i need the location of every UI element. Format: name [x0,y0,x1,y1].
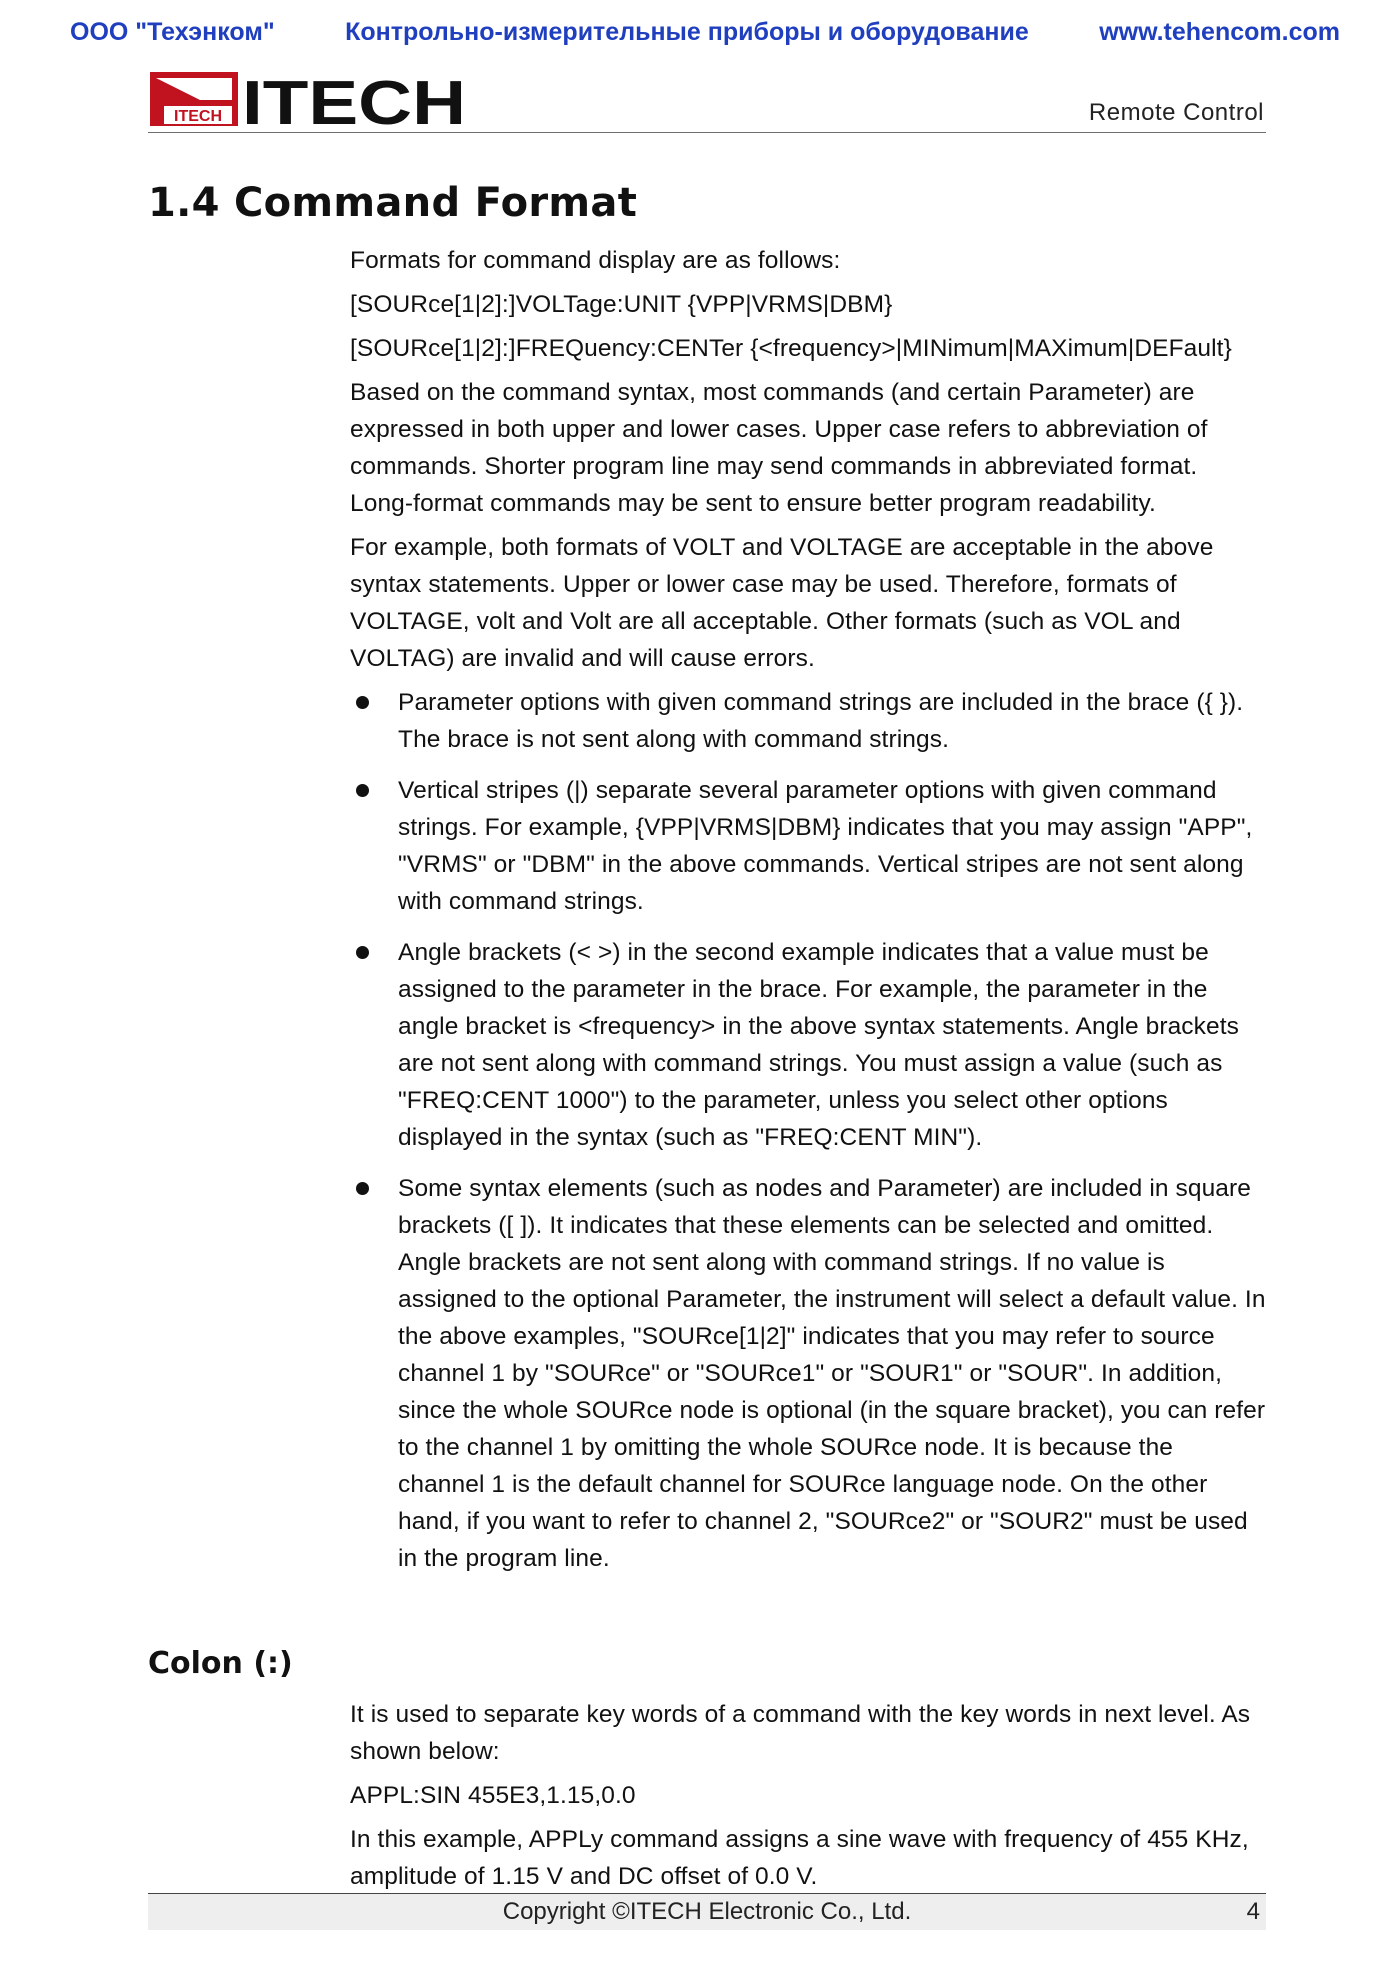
page-header [148,66,1266,133]
bullet-text: Parameter options with given command strings are included in the brace ({ }). The brace is not sent along with command strings. [398,689,1244,753]
page-footer [148,1893,1266,1930]
company-tagline: Контрольно-измерительные приборы и оборудование [345,17,1029,46]
top-banner [70,14,1340,50]
itech-logo-graphic [150,70,470,128]
copyright-text: Copyright ©ITECH Electronic Co., Ltd. [502,1898,912,1925]
company-name: ООО "Техэнком" [70,17,275,46]
bullet-icon [356,1182,369,1195]
colon-heading: Colon (:) [148,1646,293,1681]
syntax-example-1: [SOURce[1|2]:]VOLTage:UNIT {VPP|VRMS|DBM} [350,291,893,318]
intro-line: Formats for command display are as follows: [350,247,841,274]
bullet-text: Some syntax elements (such as nodes and Parameter) are included in square brackets ([ ]). It indicates that these elements can be selected and omitted. Angle brackets are not sent along with command strings. If no value is assigned to the optional Parameter, the instrument will select a default value. In the above examples, "SOURce[1|2]" indicates that you may refer to source channel 1 by "SOURce" or "SOURce1" or "SOUR1" or "SOUR". In addition, since the whole SOURce node is optional (in the square bracket), you can refer to the channel 1 by omitting the whole SOURce node. It is because the channel 1 is the default channel for SOURce language node. On the other hand, if you want to refer to channel 2, "SOURce2" or "SOUR2" must be used in the program line. [398,1175,1266,1572]
case-explanation: Based on the command syntax, most commands (and certain Parameter) are expressed in both upper and lower cases. Upper case refers to abbreviation of commands. Shorter program line may send commands in abbreviated format. Long-format commands may be sent to ensure better program readability. [350,379,1208,517]
logo-main-text: ITECH [242,70,466,128]
logo-small-text: ITECH [174,108,222,125]
section-label: Remote Control [1088,99,1264,126]
page-number: 4 [1246,1898,1260,1925]
colon-content [350,1696,1266,1902]
list-item [350,684,1266,758]
case-example: For example, both formats of VOLT and VOLTAGE are acceptable in the above syntax statements. Upper or lower case may be used. Therefore, formats of VOLTAGE, volt and Volt are all acceptable. Other formats (such as VOL and VOLTAG) are invalid and will cause errors. [350,534,1214,672]
syntax-example-2: [SOURce[1|2]:]FREQuency:CENTer {<frequency>|MINimum|MAXimum|DEFault} [350,335,1232,362]
colon-explanation: In this example, APPLy command assigns a sine wave with frequency of 455 KHz, amplitude of 1.15 V and DC offset of 0.0 V. [350,1826,1249,1890]
page-title: 1.4 Command Format [148,180,638,226]
bullet-icon [356,696,369,709]
colon-description: It is used to separate key words of a command with the key words in next level. As shown below: [350,1701,1251,1765]
main-content [350,242,1266,1591]
list-item [350,934,1266,1156]
company-website[interactable]: www.tehencom.com [1099,17,1340,46]
bullet-icon [356,784,369,797]
bullet-icon [356,946,369,959]
list-item [350,1170,1266,1577]
colon-example: APPL:SIN 455E3,1.15,0.0 [350,1782,636,1809]
bullet-text: Angle brackets (< >) in the second example indicates that a value must be assigned to the parameter in the brace. For example, the parameter in the angle bracket is <frequency> in the above syntax statements. Angle brackets are not sent along with command strings. You must assign a value (such as "FREQ:CENT 1000") to the parameter, unless you select other options displayed in the syntax (such as "FREQ:CENT MIN"). [398,939,1239,1151]
list-item [350,772,1266,920]
syntax-rules-list [350,684,1266,1577]
bullet-text: Vertical stripes (|) separate several parameter options with given command strings. For example, {VPP|VRMS|DBM} indicates that you may assign "APP", "VRMS" or "DBM" in the above commands. Vertical stripes are not sent along with command strings. [398,777,1253,915]
itech-logo [150,70,470,128]
